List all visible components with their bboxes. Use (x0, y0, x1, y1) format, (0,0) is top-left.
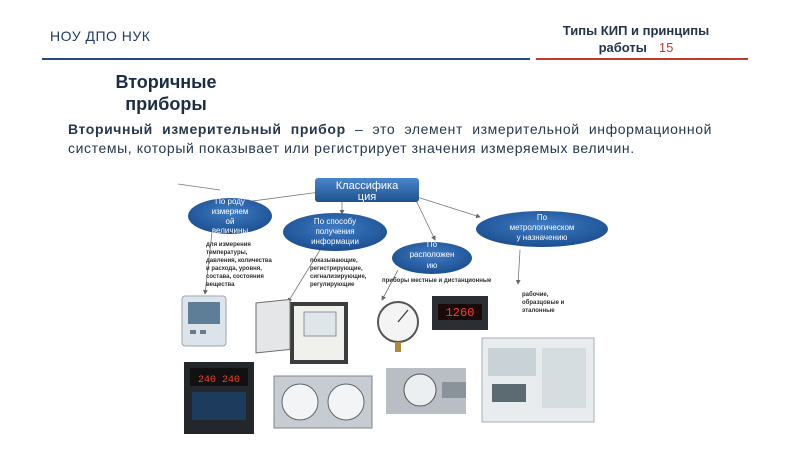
svg-text:состава, состояния: состава, состояния (206, 274, 264, 280)
definition-term: Вторичный измерительный прибор (68, 121, 346, 137)
device-controller (184, 362, 254, 434)
svg-text:для измерения: для измерения (206, 242, 251, 248)
svg-text:температуры,: температуры, (206, 250, 248, 256)
svg-text:По роду: По роду (215, 197, 245, 206)
organization-name: НОУ ДПО НУК (50, 28, 151, 44)
svg-text:и расхода, уровня,: и расхода, уровня, (206, 266, 262, 272)
classification-diagram (170, 172, 610, 440)
svg-text:информации: информации (311, 237, 359, 246)
svg-text:регистрирующие,: регистрирующие, (310, 266, 363, 272)
device-digital-indicator (432, 296, 488, 330)
detail-info-method (310, 258, 367, 288)
detail-metrology (522, 291, 565, 314)
svg-text:давления, количества: давления, количества (206, 258, 272, 264)
svg-text:показывающие,: показывающие, (310, 258, 358, 264)
svg-text:приборы местные и дистанционны: приборы местные и дистанционные (382, 278, 492, 284)
svg-text:метрологическом: метрологическом (509, 223, 575, 232)
digital-readout: 1260 (445, 306, 475, 320)
svg-text:ию: ию (426, 261, 438, 270)
svg-text:вещества: вещества (206, 282, 235, 288)
svg-text:эталонные: эталонные (522, 308, 555, 314)
section-title-line1: Вторичные (115, 72, 217, 92)
svg-text:измеряем: измеряем (211, 207, 249, 216)
detail-location (382, 277, 492, 284)
header-divider-blue (42, 58, 530, 60)
device-recorder-cabinet (256, 299, 348, 364)
definition-paragraph (68, 120, 712, 158)
svg-text:По: По (426, 240, 438, 249)
section-title (96, 71, 236, 115)
svg-text:образцовые и: образцовые и (522, 300, 565, 306)
svg-text:расположен: расположен (409, 250, 455, 259)
definition-text: – это элемент измерительной информационной системы, который показывает или регистрирует значения измеряемых величин. (68, 121, 713, 156)
svg-text:получения: получения (315, 227, 355, 236)
device-flow-meter (386, 368, 466, 414)
device-panel-monitor (182, 296, 226, 346)
svg-text:240 240: 240 240 (197, 375, 241, 386)
svg-text:сигнализирующие,: сигнализирующие, (310, 274, 367, 280)
svg-text:По: По (536, 213, 548, 222)
device-chart-recorders (274, 376, 372, 428)
svg-text:регулирующие: регулирующие (310, 282, 355, 288)
svg-text:ция: ция (357, 191, 377, 203)
svg-text:у назначению: у назначению (516, 233, 568, 242)
svg-text:величины: величины (211, 226, 249, 235)
svg-text:По способу: По способу (313, 217, 357, 226)
slide-topic-line1: Типы КИП и принципы (562, 23, 710, 38)
header-divider-red (536, 58, 748, 60)
section-title-line2: приборы (125, 94, 207, 114)
detail-measured-quantity (206, 242, 273, 288)
slide-topic (536, 22, 736, 56)
slide-topic-line2: работы 15 (598, 40, 674, 55)
device-lab-bench (482, 338, 594, 422)
svg-text:рабочие,: рабочие, (522, 292, 549, 298)
classification-root-label: Классифика (335, 180, 399, 192)
svg-text:ой: ой (225, 217, 235, 226)
page-number: 15 (658, 40, 674, 55)
device-pressure-gauge (378, 302, 418, 352)
